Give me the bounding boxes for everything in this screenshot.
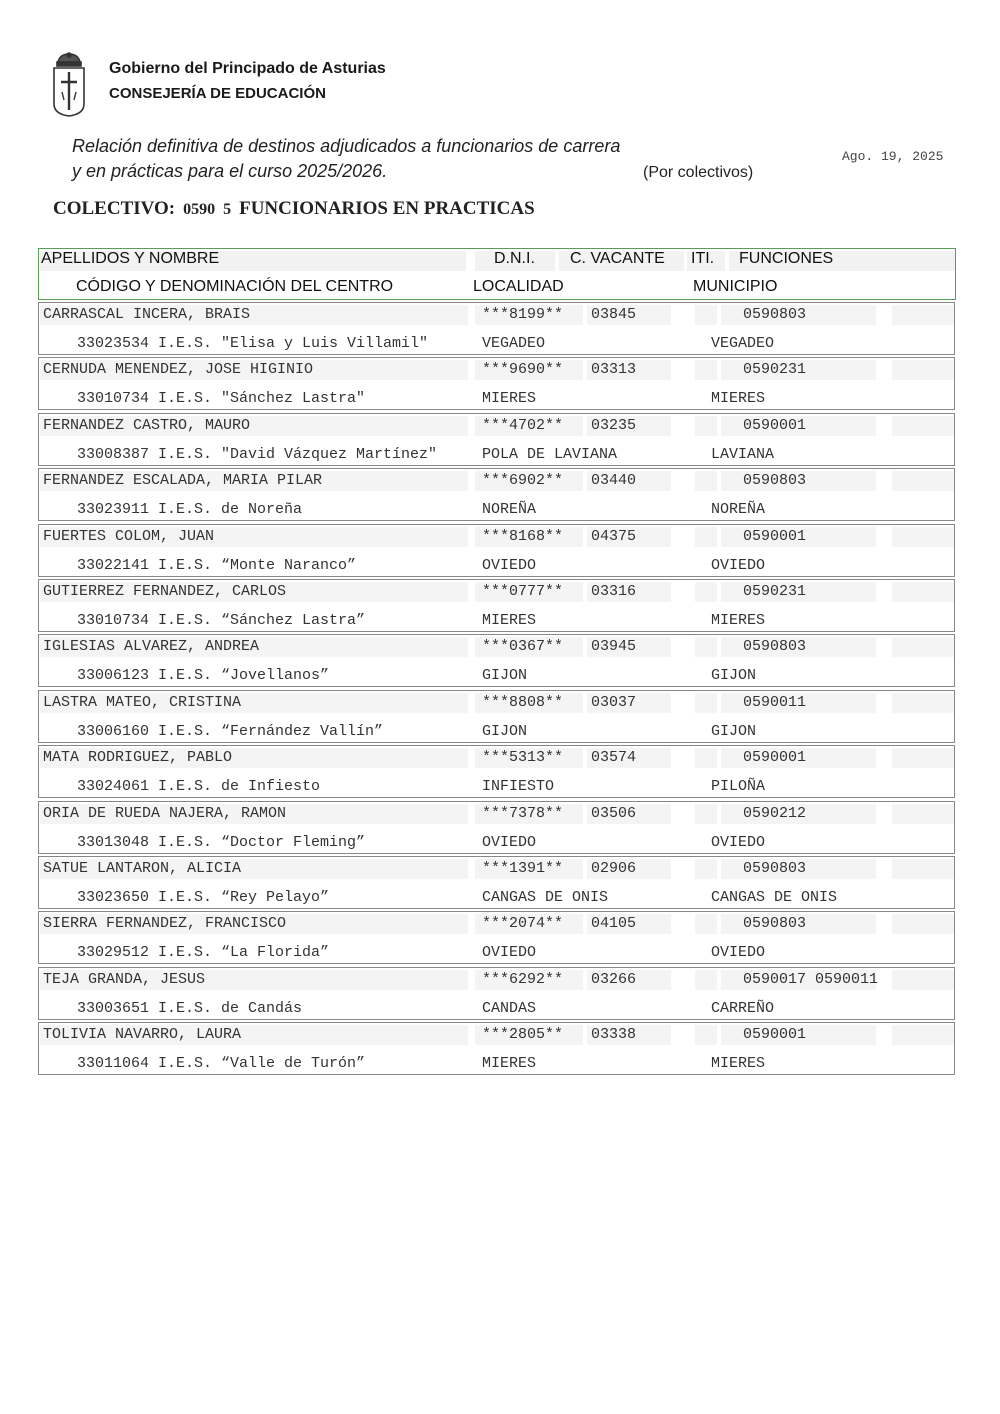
vacante-code: 03338 [591,1026,637,1044]
table-row [38,745,955,798]
row-shade [892,859,954,879]
row-shade [892,360,954,380]
centro-name: 33022141 I.E.S. “Monte Naranco” [77,556,357,574]
funciones-code: 0590001 [743,749,807,767]
row-shade [695,693,717,713]
dni-value: ***1391** [482,859,564,877]
person-name: FERNANDEZ CASTRO, MAURO [43,416,251,434]
centro-name: 33010734 I.E.S. “Sánchez Lastra” [77,611,366,629]
municipio-value: MIERES [711,1055,766,1073]
localidad-value: NOREÑA [482,501,537,519]
row-shade [892,527,954,547]
dni-value: ***2074** [482,915,564,933]
row-shade [892,637,954,657]
vacante-code: 03235 [591,416,637,434]
column-header-funciones: FUNCIONES [739,250,834,267]
table-header [38,248,956,300]
row-shade [695,416,717,436]
funciones-code: 0590017 0590011 [743,970,879,988]
dni-value: ***0777** [482,582,564,600]
municipio-value: CANGAS DE ONIS [711,888,838,906]
localidad-value: CANGAS DE ONIS [482,888,609,906]
municipio-value: PILOÑA [711,778,766,796]
centro-name: 33006160 I.E.S. “Fernández Vallín” [77,722,384,740]
centro-name: 33010734 I.E.S. "Sánchez Lastra" [77,390,366,408]
organization-heading [109,56,386,106]
table-row [38,911,955,964]
table-row [38,690,955,743]
table-row [38,357,955,410]
row-shade [695,1025,717,1045]
column-header-municipio: MUNICIPIO [693,278,778,295]
column-header-centro: CÓDIGO Y DENOMINACIÓN DEL CENTRO [76,278,394,295]
funciones-code: 0590001 [743,1026,807,1044]
person-name: LASTRA MATEO, CRISTINA [43,693,242,711]
vacante-code: 03574 [591,749,637,767]
vacante-code: 03316 [591,582,637,600]
municipio-value: MIERES [711,611,766,629]
person-name: TEJA GRANDA, JESUS [43,970,206,988]
localidad-value: GIJON [482,722,528,740]
row-shade [892,305,954,325]
row-shade [892,693,954,713]
row-shade [695,804,717,824]
colectivo-heading [53,198,543,220]
funciones-code: 0590803 [743,306,807,323]
centro-name: 33011064 I.E.S. “Valle de Turón” [77,1055,366,1073]
person-name: ORIA DE RUEDA NAJERA, RAMON [43,804,287,822]
table-row [38,1022,955,1075]
municipio-value: OVIEDO [711,944,766,962]
column-header-vacante: C. VACANTE [570,250,665,267]
funciones-code: 0590231 [743,361,807,379]
centro-name: 33023650 I.E.S. “Rey Pelayo” [77,888,330,906]
dni-value: ***8808** [482,693,564,711]
localidad-value: OVIEDO [482,944,537,962]
asturias-coat-of-arms-logo [50,52,88,118]
row-shade [695,582,717,602]
dni-value: ***5313** [482,749,564,767]
person-name: TOLIVIA NAVARRO, LAURA [43,1026,242,1044]
centro-name: 33013048 I.E.S. “Doctor Fleming” [77,833,366,851]
municipio-value: OVIEDO [711,556,766,574]
funciones-code: 0590212 [743,804,807,822]
department-name: CONSEJERÍA DE EDUCACIÓN [109,85,326,102]
localidad-value: GIJON [482,667,528,685]
municipio-value: VEGADEO [711,335,775,352]
vacante-code: 03037 [591,693,637,711]
vacante-code: 03845 [591,306,637,323]
row-shade [695,748,717,768]
dni-value: ***6902** [482,472,564,490]
funciones-code: 0590231 [743,582,807,600]
municipio-value: CARREÑO [711,999,775,1017]
dni-value: ***8168** [482,527,564,545]
por-colectivos-note: (Por colectivos) [643,164,754,181]
row-shade [892,970,954,990]
localidad-value: OVIEDO [482,833,537,851]
row-shade [695,360,717,380]
municipio-value: LAVIANA [711,445,775,463]
column-header-dni: D.N.I. [494,250,535,267]
subtitle-line-2: y en prácticas para el curso 2025/2026. [72,161,388,181]
funciones-code: 0590803 [743,638,807,656]
funciones-code: 0590803 [743,859,807,877]
colectivo-number: 5 [223,201,232,218]
row-shade [695,527,717,547]
centro-name: 33008387 I.E.S. "David Vázquez Martínez" [77,445,438,463]
person-name: IGLESIAS ALVAREZ, ANDREA [43,638,260,656]
column-header-localidad: LOCALIDAD [473,278,564,295]
dni-value: ***2805** [482,1026,564,1044]
row-shade [892,582,954,602]
table-row [38,579,955,632]
localidad-value: MIERES [482,1055,537,1073]
row-shade [892,416,954,436]
vacante-code: 03506 [591,804,637,822]
table-row [38,524,955,577]
centro-name: 33029512 I.E.S. “La Florida” [77,944,330,962]
row-shade [695,471,717,491]
row-shade [695,859,717,879]
centro-name: 33023911 I.E.S. de Noreña [77,501,303,519]
person-name: SIERRA FERNANDEZ, FRANCISCO [43,915,287,933]
table-row [38,302,955,355]
municipio-value: NOREÑA [711,501,766,519]
subtitle-line-1: Relación definitiva de destinos adjudicados a funcionarios de carrera [72,136,621,156]
person-name: GUTIERREZ FERNANDEZ, CARLOS [43,582,287,600]
funciones-code: 0590011 [743,693,807,711]
localidad-value: POLA DE LAVIANA [482,445,618,463]
dni-value: ***9690** [482,361,564,379]
person-name: CARRASCAL INCERA, BRAIS [43,306,251,323]
table-row [38,634,955,687]
table-row [38,801,955,854]
municipio-value: OVIEDO [711,833,766,851]
row-shade [892,471,954,491]
org-name: Gobierno del Principado de Asturias [109,60,386,77]
localidad-value: VEGADEO [482,335,546,352]
row-shade [695,914,717,934]
municipio-value: MIERES [711,390,766,408]
vacante-code: 03440 [591,472,637,490]
municipio-value: GIJON [711,667,757,685]
localidad-value: MIERES [482,390,537,408]
row-shade [892,804,954,824]
centro-name: 33006123 I.E.S. “Jovellanos” [77,667,330,685]
centro-name: 33003651 I.E.S. de Candás [77,999,303,1017]
dni-value: ***4702** [482,416,564,434]
dni-value: ***0367** [482,638,564,656]
table-row [38,856,955,909]
row-shade [695,970,717,990]
dni-value: ***8199** [482,306,564,323]
table-body [38,302,955,1077]
row-shade [695,305,717,325]
row-shade [892,914,954,934]
funciones-code: 0590803 [743,915,807,933]
funciones-code: 0590001 [743,416,807,434]
localidad-value: INFIESTO [482,778,555,796]
person-name: SATUE LANTARON, ALICIA [43,859,242,877]
table-row [38,413,955,466]
municipio-value: GIJON [711,722,757,740]
row-shade [695,637,717,657]
funciones-code: 0590001 [743,527,807,545]
funciones-code: 0590803 [743,472,807,490]
person-name: MATA RODRIGUEZ, PABLO [43,749,233,767]
table-row [38,967,955,1020]
localidad-value: MIERES [482,611,537,629]
vacante-code: 03266 [591,970,637,988]
dni-value: ***7378** [482,804,564,822]
column-header-apellidos: APELLIDOS Y NOMBRE [41,250,220,267]
colectivo-name: FUNCIONARIOS EN PRACTICAS [239,198,535,219]
table-row [38,468,955,521]
person-name: FUERTES COLOM, JUAN [43,527,215,545]
row-shade [892,748,954,768]
person-name: CERNUDA MENENDEZ, JOSE HIGINIO [43,361,314,379]
document-date: Ago. 19, 2025 [842,149,944,164]
document-subtitle [72,134,620,184]
column-header-iti: ITI. [691,250,715,267]
localidad-value: OVIEDO [482,556,537,574]
vacante-code: 02906 [591,859,637,877]
row-shade [892,1025,954,1045]
localidad-value: CANDAS [482,999,537,1017]
vacante-code: 03313 [591,361,637,379]
centro-name: 33024061 I.E.S. de Infiesto [77,778,321,796]
dni-value: ***6292** [482,970,564,988]
vacante-code: 04375 [591,527,637,545]
vacante-code: 03945 [591,638,637,656]
person-name: FERNANDEZ ESCALADA, MARIA PILAR [43,472,323,490]
colectivo-code: 0590 [183,201,216,218]
vacante-code: 04105 [591,915,637,933]
colectivo-label: COLECTIVO: [53,198,176,219]
centro-name: 33023534 I.E.S. "Elisa y Luis Villamil" [77,335,429,352]
